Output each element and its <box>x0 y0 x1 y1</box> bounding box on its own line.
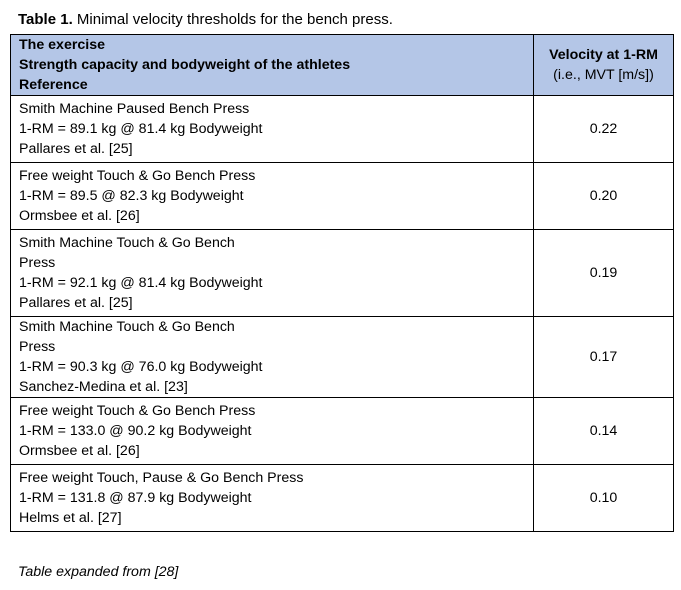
row-velocity-cell: 0.20 <box>534 163 674 230</box>
header-reference-label: Reference <box>19 77 88 93</box>
row-strength-text: 1-RM = 90.3 kg @ 76.0 kg Bodyweight <box>19 359 263 375</box>
table-row <box>11 398 674 465</box>
table-row <box>11 96 674 163</box>
table-header-row <box>11 35 674 96</box>
row-description-cell <box>11 398 534 465</box>
row-exercise-text: Free weight Touch, Pause & Go Bench Press <box>19 470 304 486</box>
header-strength-label: Strength capacity and bodyweight of the athletes <box>19 57 351 73</box>
row-reference-text: Helms et al. [27] <box>19 510 122 526</box>
row-strength-text: 1-RM = 89.5 @ 82.3 kg Bodyweight <box>19 188 244 204</box>
table-row <box>11 230 674 317</box>
row-exercise-text-continued: Press <box>19 255 56 271</box>
table-caption-label: Table 1. <box>18 11 73 28</box>
row-strength-text: 1-RM = 133.0 @ 90.2 kg Bodyweight <box>19 423 252 439</box>
table-row <box>11 317 674 398</box>
row-reference-text: Ormsbee et al. [26] <box>19 208 140 224</box>
row-exercise-text: Free weight Touch & Go Bench Press <box>19 403 256 419</box>
row-description-cell <box>11 230 534 317</box>
table-row <box>11 163 674 230</box>
table-caption-text: Minimal velocity thresholds for the bench press. <box>72 11 393 28</box>
header-velocity-subtitle: (i.e., MVT [m/s]) <box>553 67 654 83</box>
row-strength-text: 1-RM = 131.8 @ 87.9 kg Bodyweight <box>19 490 252 506</box>
row-description-cell <box>11 163 534 230</box>
header-velocity-title: Velocity at 1-RM <box>549 47 658 63</box>
row-exercise-text: Smith Machine Touch & Go Bench <box>19 235 235 251</box>
row-description-cell <box>11 465 534 532</box>
row-reference-text: Ormsbee et al. [26] <box>19 443 140 459</box>
row-velocity-cell: 0.10 <box>534 465 674 532</box>
header-exercise-column <box>11 35 534 96</box>
velocity-threshold-table <box>10 34 674 532</box>
row-reference-text: Sanchez-Medina et al. [23] <box>19 379 188 395</box>
row-description-cell <box>11 96 534 163</box>
table-footnote: Table expanded from [28] <box>18 564 179 580</box>
row-exercise-text: Free weight Touch & Go Bench Press <box>19 168 256 184</box>
table-caption <box>18 11 393 29</box>
row-velocity-cell: 0.14 <box>534 398 674 465</box>
row-velocity-cell: 0.22 <box>534 96 674 163</box>
row-velocity-cell: 0.17 <box>534 317 674 398</box>
row-description-cell <box>11 317 534 398</box>
header-velocity-column <box>534 35 674 96</box>
row-exercise-text-continued: Press <box>19 339 56 355</box>
row-strength-text: 1-RM = 89.1 kg @ 81.4 kg Bodyweight <box>19 121 263 137</box>
row-velocity-cell: 0.19 <box>534 230 674 317</box>
row-reference-text: Pallares et al. [25] <box>19 295 133 311</box>
row-exercise-text: Smith Machine Touch & Go Bench <box>19 319 235 335</box>
table-row <box>11 465 674 532</box>
row-strength-text: 1-RM = 92.1 kg @ 81.4 kg Bodyweight <box>19 275 263 291</box>
header-exercise-label: The exercise <box>19 37 105 53</box>
row-reference-text: Pallares et al. [25] <box>19 141 133 157</box>
row-exercise-text: Smith Machine Paused Bench Press <box>19 101 250 117</box>
